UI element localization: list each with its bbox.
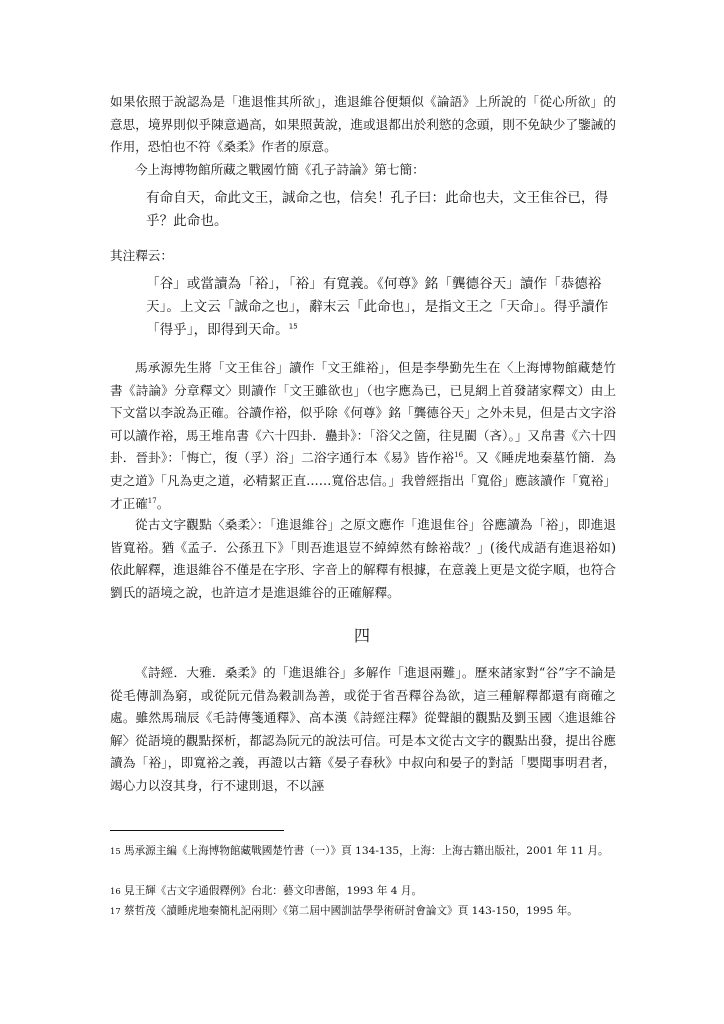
body-paragraph-6: 《詩經．大雅．桑柔》的「進退維谷」多解作「進退兩難」。歷來諸家對“谷”字不論是從毛傳訓為窮，或從阮元借為穀訓為善，或從于省吾釋谷為欲，這三種解釋都還有商確之處。雖然馬瑞辰《毛詩傳箋通釋》、高本漢《詩經注釋》從聲韻的觀點及劉玉國〈進退維谷解〉從語境的觀點探析，都認為阮元的說法可信。可是本文從古文字的觀點出發，提出谷應讀為「裕」，即寬裕之義，再證以古籍《晏子春秋》中叔向和晏子的對話「嬰聞事明君者，竭心力以沒其身，行不逮則退，不以誣 [110,665,616,793]
body-paragraph-1: 如果依照于說認為是「進退惟其所欲」，進退維谷便類似《論語》上所說的「從心所欲」的意思，境界則似乎陳意過高，如果照黃說，進或退都出於利慾的念頭，則不免缺少了鑒誡的作用，恐怕也不符《桑柔》作者的原意。 [110,94,616,155]
body-paragraph-4-part-a: 馬承源先生將「文王隹谷」讀作「文王維裕」，但是李學勤先生在〈上海博物館藏楚竹書《詩論》分章釋文〉則讀作「文王雖欲也」（也字應為已，已見網上首發諸家釋文）由上下文當以李說為正確。谷讀作裕，似乎除《何尊》銘「龔德谷天」之外未見，但是古文字浴可以讀作裕，馬王堆帛書《六十四卦．蠱卦》：「浴父之箇，往見閵（吝）。」又帛書《六十四卦．晉卦》：「悔亡，復（孚）浴」二浴字通行本《易》皆作裕 [110,360,616,466]
body-paragraph-4-part-c: 。 [156,495,170,511]
body-paragraph-3: 其注釋云： [110,248,173,263]
body-paragraph-4 [110,357,616,515]
footnote-text: 蔡哲茂〈讀睡虎地秦簡札記兩則〉《第二屆中國訓詁學學術研討會論文》頁 143-150，1995 年。 [124,905,578,917]
section-heading: 四 [353,626,370,645]
block-quote-1: 有命自天，命此文王，誠命之也，信矣！孔子曰：此命也夫，文王隹谷已，得乎？此命也。 [146,190,609,229]
block-quote-2 [146,273,614,342]
footnote-text: 馬承源主編《上海博物館藏戰國楚竹書（一）》頁 134-135，上海：上海古籍出版社，2001 年 11 月。 [124,845,609,857]
footnote-ref-15: 15 [288,322,298,331]
footnote-17 [110,904,630,920]
footnote-16 [110,884,630,900]
footnote-divider [110,830,284,831]
footnote-number: 17 [110,906,121,916]
footnote-number: 15 [110,846,121,856]
footnote-15 [110,844,630,860]
body-paragraph-4-part-b: 。又《睡虎地秦墓竹簡．為吏之道》「凡為吏之道，必精絜正直……寬俗忠信。」我曾經指出「寬俗」應該讀作「寬裕」才正確 [110,450,616,511]
block-quote-2-text: 「谷」或當讀為「裕」，「裕」有寬義。《何尊》銘「龔德谷天」讀作「恭德裕天」。上文云「誠命之也」，辭末云「此命也」，是指文王之「天命」。得乎讀作「得乎」，即得到天命。 [146,276,609,338]
footnote-number: 16 [110,886,121,896]
footnote-ref-17: 17 [147,496,157,505]
footnote-text: 見王輝《古文字通假釋例》台北：藝文印書館，1993 年 4 月。 [124,885,423,897]
body-paragraph-5: 從古文字觀點〈桑柔〉：「進退維谷」之原文應作「進退隹谷」谷應讀為「裕」，即進退皆寬裕。猶《孟子．公孫丑下》「則吾進退豈不綽綽然有餘裕哉？」(後代成語有進退裕如)依此解釋，進退維谷不僅是在字形、字音上的解釋有根據，在意義上更是文從字順，也符合劉氏的語境之說，也許這才是進退維谷的正確解釋。 [110,517,616,600]
body-paragraph-2: 今上海博物館所藏之戰國竹簡《孔子詩論》第七簡： [135,162,425,177]
footnote-ref-16: 16 [454,451,464,460]
